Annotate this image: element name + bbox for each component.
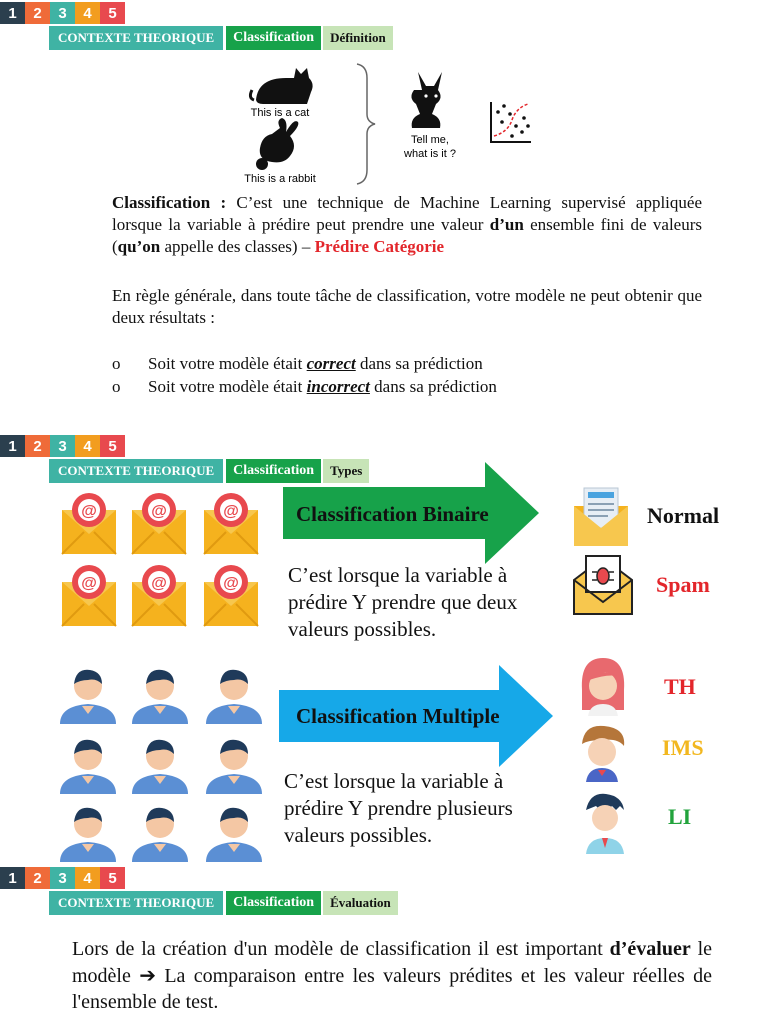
step-4[interactable]: 4 xyxy=(75,2,100,24)
definition-term: Classification : xyxy=(112,193,227,212)
result-li: LI xyxy=(668,804,692,829)
step-indicator xyxy=(0,435,125,457)
person-icon xyxy=(60,670,116,724)
list-item xyxy=(112,375,497,398)
breadcrumb-context[interactable]: CONTEXTE THEORIQUE xyxy=(49,26,223,50)
bullet-emphasis: incorrect xyxy=(306,377,370,396)
evaluation-text-a: Lors de la création d'un modèle de classification il est important xyxy=(72,938,610,960)
rabbit-caption: This is a rabbit xyxy=(244,173,316,185)
step-1[interactable]: 1 xyxy=(0,867,25,889)
people-grid xyxy=(50,664,270,864)
question-line-2: what is it ? xyxy=(404,148,456,160)
step-1[interactable]: 1 xyxy=(0,435,25,457)
person-icon xyxy=(206,808,262,862)
student-avatar-icon xyxy=(580,790,628,856)
person-icon xyxy=(60,808,116,862)
question-line-1: Tell me, xyxy=(411,134,449,146)
email-grid xyxy=(60,492,270,632)
arrow-icon: ➔ xyxy=(139,963,156,987)
step-3[interactable]: 3 xyxy=(50,867,75,889)
step-1[interactable]: 1 xyxy=(0,2,25,24)
breadcrumb-evaluation[interactable]: Évaluation xyxy=(323,891,398,915)
breadcrumb-classification[interactable]: Classification xyxy=(226,26,321,50)
step-5[interactable]: 5 xyxy=(100,2,125,24)
girl-avatar-icon xyxy=(578,656,628,718)
breadcrumb xyxy=(49,891,398,915)
definition-text-b: ensemble fini de valeurs ( xyxy=(112,215,702,256)
person-icon xyxy=(206,740,262,794)
description-line: prédire Y prendre que deux xyxy=(288,590,518,614)
breadcrumb-definition[interactable]: Définition xyxy=(323,26,393,50)
definition-bold-a: d’un xyxy=(489,215,524,234)
step-4[interactable]: 4 xyxy=(75,867,100,889)
definition-paragraph xyxy=(112,192,702,258)
bullet-marker: o xyxy=(112,377,121,396)
person-icon xyxy=(132,670,188,724)
mystery-rabbit-icon xyxy=(411,72,442,128)
definition-highlight: Prédire Catégorie xyxy=(314,237,445,256)
email-icon xyxy=(132,565,186,626)
bullet-text: dans sa prédiction xyxy=(369,377,497,396)
email-icon xyxy=(62,565,116,626)
scatter-plot-icon xyxy=(491,102,531,142)
normal-mail-icon xyxy=(572,486,632,550)
evaluation-text-b: le modèle xyxy=(72,938,712,987)
rabbit-icon xyxy=(256,118,298,170)
result-th: TH xyxy=(664,674,696,699)
multiple-label: Classification Multiple xyxy=(296,704,500,728)
definition-text-c: appelle des classes) – xyxy=(160,237,315,256)
description-line: prédire Y prendre plusieurs xyxy=(284,796,513,820)
evaluation-paragraph xyxy=(72,936,712,1015)
step-5[interactable]: 5 xyxy=(100,867,125,889)
step-3[interactable]: 3 xyxy=(50,2,75,24)
definition-text-a: C’est une technique de Machine Learning supervisé appliquée lorsque la variable à prédire peut prendre une valeur xyxy=(112,193,702,234)
description-line: C’est lorsque la variable à xyxy=(288,563,508,587)
breadcrumb-context[interactable]: CONTEXTE THEORIQUE xyxy=(49,891,223,915)
email-icon xyxy=(132,493,186,554)
result-ims: IMS xyxy=(662,735,704,760)
bullet-text: dans sa prédiction xyxy=(355,354,483,373)
definition-bold-b: qu’on xyxy=(117,237,161,256)
evaluation-bold: d’évaluer xyxy=(609,938,691,960)
person-icon xyxy=(132,808,188,862)
multiple-description xyxy=(284,768,513,849)
cat-rabbit-illustration xyxy=(240,60,540,190)
breadcrumb-types[interactable]: Types xyxy=(323,459,369,483)
cat-caption: This is a cat xyxy=(250,107,310,119)
description-line: valeurs possibles. xyxy=(284,823,433,847)
step-5[interactable]: 5 xyxy=(100,435,125,457)
cat-icon xyxy=(250,68,312,104)
breadcrumb xyxy=(49,26,393,50)
email-icon xyxy=(204,493,258,554)
brace-icon xyxy=(357,64,375,184)
general-paragraph: En règle générale, dans toute tâche de classification, votre modèle ne peut obtenir que deux résultats : xyxy=(112,286,702,327)
outcome-list xyxy=(112,352,497,398)
spam-mail-icon xyxy=(572,554,634,618)
result-normal: Normal xyxy=(647,503,720,528)
person-icon xyxy=(206,670,262,724)
list-item xyxy=(112,352,497,375)
breadcrumb-classification[interactable]: Classification xyxy=(226,891,321,915)
email-icon xyxy=(62,493,116,554)
step-2[interactable]: 2 xyxy=(25,2,50,24)
bullet-text: Soit votre modèle était xyxy=(148,354,307,373)
person-icon xyxy=(132,740,188,794)
step-indicator xyxy=(0,2,125,24)
bullet-marker: o xyxy=(112,354,121,373)
bullet-emphasis: correct xyxy=(306,354,356,373)
person-icon xyxy=(60,740,116,794)
binary-description xyxy=(288,562,517,643)
step-4[interactable]: 4 xyxy=(75,435,100,457)
evaluation-text-c: La comparaison entre les valeurs prédites et les valeur réelles de l'ensemble de test. xyxy=(72,965,712,1013)
boy-avatar-icon xyxy=(576,722,628,784)
breadcrumb-context[interactable]: CONTEXTE THEORIQUE xyxy=(49,459,223,483)
result-spam: Spam xyxy=(656,572,710,597)
step-indicator xyxy=(0,867,125,889)
description-line: valeurs possibles. xyxy=(288,617,437,641)
email-icon xyxy=(204,565,258,626)
step-2[interactable]: 2 xyxy=(25,435,50,457)
description-line: C’est lorsque la variable à xyxy=(284,769,504,793)
step-2[interactable]: 2 xyxy=(25,867,50,889)
bullet-text: Soit votre modèle était xyxy=(148,377,307,396)
step-3[interactable]: 3 xyxy=(50,435,75,457)
binary-label: Classification Binaire xyxy=(296,502,489,526)
breadcrumb-classification[interactable]: Classification xyxy=(226,459,321,483)
